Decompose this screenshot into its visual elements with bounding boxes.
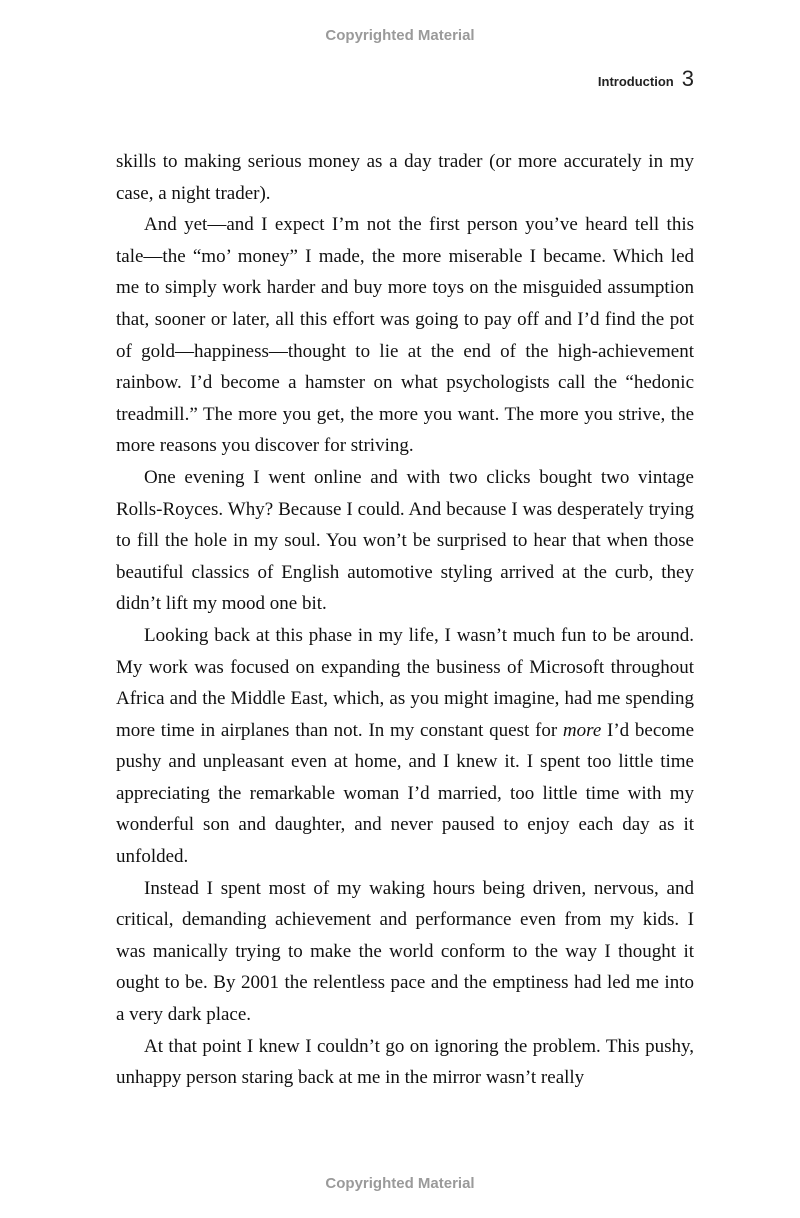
copyright-watermark-bottom: Copyrighted Material [325, 1175, 475, 1192]
emphasized-word: more [562, 719, 602, 741]
paragraph: One evening I went online and with two clicks bought two vintage Rolls-Royces. Why? Because I could. And because I was desperately trying to fill the hole in my soul. You won’t be surprised to hear that when those beautiful classics of English automotive styling arrived at the curb, they didn’t lift my mood one bit. [116, 466, 694, 615]
paragraph: Instead I spent most of my waking hours being driven, nervous, and critical, demanding achievement and performance even from my kids. I was manically trying to make the world conform to the way I thought it ought to be. By 2001 the relentless pace and the emptiness had led me into a very dark place. [116, 877, 694, 1026]
paragraph-text: I’d become pushy and unpleasant even at home, and I knew it. I spent too little time appreciating the remarkable woman I’d married, too little time with my wonderful son and daughter, and never paused to enjoy each day as it unfolded. [116, 719, 695, 868]
copyright-watermark-top: Copyrighted Material [325, 27, 475, 44]
section-title: Introduction [597, 74, 674, 89]
paragraph [116, 620, 694, 873]
running-head [598, 66, 694, 92]
paragraph: And yet—and I expect I’m not the first person you’ve heard tell this tale—the “mo’ money” I made, the more miserable I became. Which led me to simply work harder and buy more toys on the misguided assumption that, sooner or later, all this effort was going to pay off and I’d find the pot of gold—happiness—thought to lie at the end of the high-achievement rainbow. I’d become a hamster on what psychologists call the “hedonic treadmill.” The more you get, the more you want. The more you strive, the more reasons you discover for striving. [116, 214, 694, 457]
body-text [116, 146, 694, 1094]
paragraph: skills to making serious money as a day trader (or more accurately in my case, a night trader). [116, 151, 694, 204]
paragraph: At that point I knew I couldn’t go on ignoring the problem. This pushy, unhappy person staring back at me in the mirror wasn’t really [116, 1035, 694, 1089]
page-number: 3 [681, 66, 694, 91]
paragraph-text: Looking back at this phase in my life, I wasn’t much fun to be around. My work was focused on expanding the business of Microsoft throughout Africa and the Middle East, which, as you might imagine, had me spending more time in airplanes than not. In my constant quest for [116, 624, 694, 741]
